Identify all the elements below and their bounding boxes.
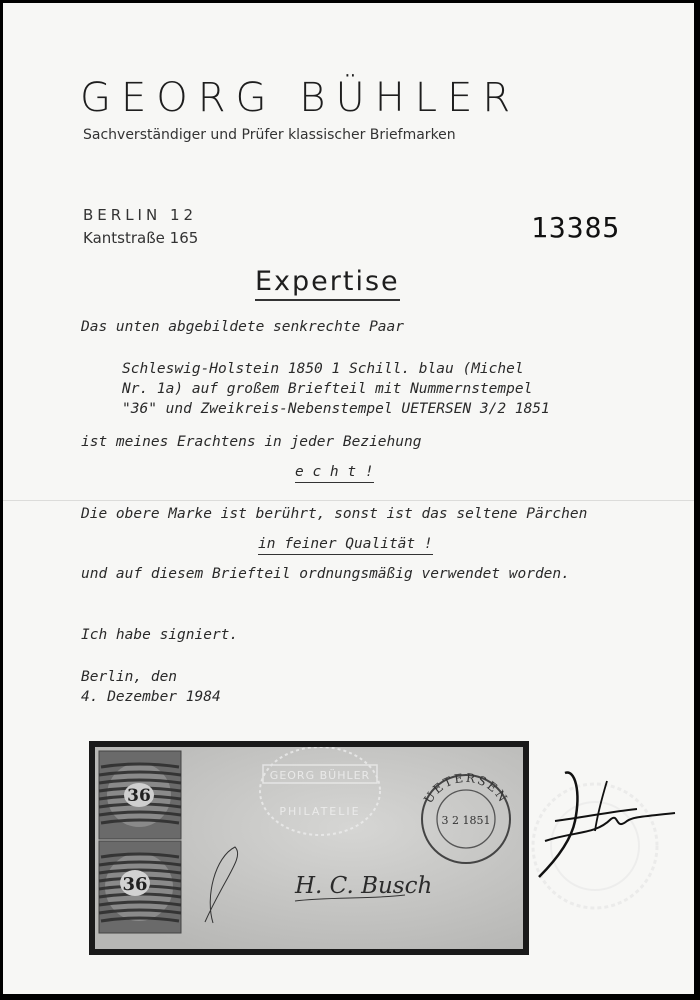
cover-piece bbox=[95, 747, 523, 949]
lower-stamp bbox=[99, 841, 181, 933]
cover-illustration bbox=[95, 747, 523, 949]
signed-note: Ich habe signiert. bbox=[81, 627, 239, 643]
intro-line: Das unten abgebildete senkrechte Paar bbox=[81, 319, 405, 335]
quality-note: in feiner Qualität ! bbox=[258, 536, 433, 555]
expert-signature-mark bbox=[515, 761, 685, 931]
city-line: BERLIN 12 bbox=[83, 206, 198, 224]
lower-stamp-number: 36 bbox=[122, 874, 148, 895]
expert-name: GEORG BÜHLER bbox=[80, 75, 521, 121]
handwritten-name: H. C. Busch bbox=[295, 873, 433, 899]
cover-photograph bbox=[89, 741, 529, 955]
paper-fold-line bbox=[3, 500, 694, 501]
certificate-page bbox=[3, 3, 694, 994]
opinion-line: ist meines Erachtens in jeder Beziehung bbox=[81, 434, 422, 450]
place-line: Berlin, den bbox=[81, 669, 178, 685]
usage-line: und auf diesem Briefteil ordnungsmäßig verwendet worden. bbox=[81, 566, 570, 582]
street-line: Kantstraße 165 bbox=[83, 229, 199, 247]
date-line: 4. Dezember 1984 bbox=[81, 689, 221, 705]
verdict-genuine: e c h t ! bbox=[295, 464, 374, 483]
upper-stamp-number: 36 bbox=[127, 786, 151, 806]
embossed-name: GEORG BÜHLER bbox=[269, 769, 371, 782]
document-heading: Expertise bbox=[255, 266, 400, 301]
embossed-subtitle: PHILATELIE bbox=[279, 805, 361, 818]
description-line-1: Schleswig-Holstein 1850 1 Schill. blau (Michel bbox=[122, 361, 524, 377]
postmark-date: 3 2 1851 bbox=[441, 814, 491, 827]
expert-subtitle: Sachverständiger und Prüfer klassischer Briefmarken bbox=[83, 127, 456, 143]
condition-line: Die obere Marke ist berührt, sonst ist das seltene Pärchen bbox=[81, 506, 588, 522]
certificate-number: 13385 bbox=[531, 211, 621, 244]
upper-stamp bbox=[99, 751, 181, 839]
guarantee-stamp bbox=[533, 784, 657, 908]
description-line-3: "36" und Zweikreis-Nebenstempel UETERSEN 3/2 1851 bbox=[122, 401, 550, 417]
postmark-town: UETERSEN bbox=[421, 770, 511, 806]
description-line-2: Nr. 1a) auf großem Briefteil mit Nummernstempel bbox=[122, 381, 533, 397]
